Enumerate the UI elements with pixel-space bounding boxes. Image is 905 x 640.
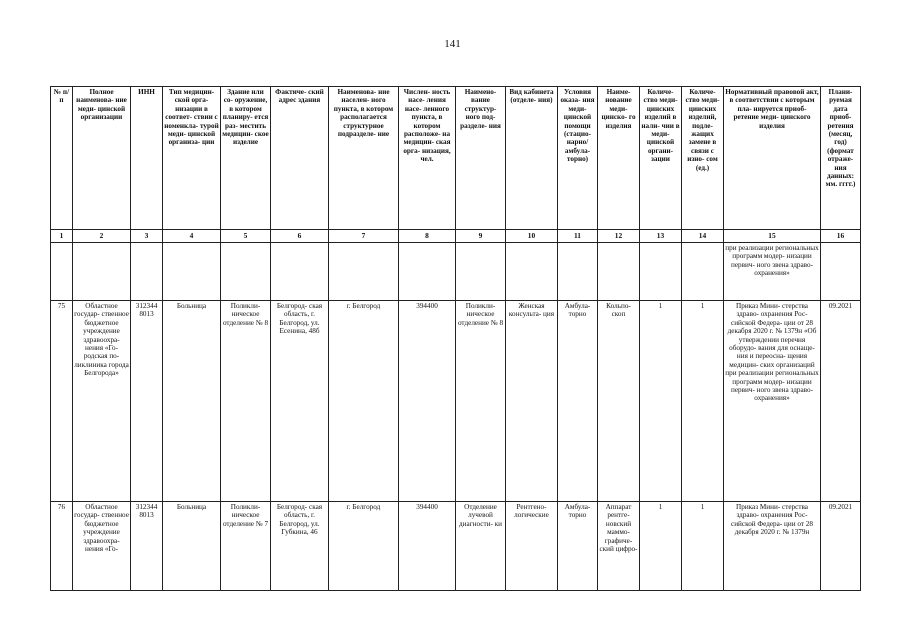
inn-cell: 312344 8013	[131, 301, 163, 502]
legal-act-cell: Приказ Мини- стерства здраво- охранения Рос- сийской Федера- ции от 28 декабря 2020 г. № 1379н	[724, 502, 821, 591]
column-number: 14	[682, 230, 724, 243]
empty-cell	[73, 243, 131, 301]
org-name-cell: Областное государ- ственное бюджетное учреждение здравоохра- нения «Го-	[73, 502, 131, 591]
header-qty-available: Количе- ство меди- цинских изделий в нали- чии в меди- цинской органи- зации	[640, 87, 682, 230]
column-number: 15	[724, 230, 821, 243]
header-org-name: Полное наименова- ние меди- цинской организации	[73, 87, 131, 230]
date-cell: 09.2021	[821, 301, 861, 502]
empty-cell	[682, 243, 724, 301]
column-number: 11	[558, 230, 598, 243]
column-number-row	[51, 230, 861, 243]
cabinet-cell: Рентгено- логические	[506, 502, 558, 591]
org-type-cell: Больница	[163, 301, 221, 502]
population-cell: 394400	[399, 301, 456, 502]
row-number: 75	[51, 301, 73, 502]
device-cell: Аппарат рентге- новский маммо- графиче- ский цифро-	[598, 502, 640, 591]
cabinet-cell: Женская консульта- ция	[506, 301, 558, 502]
empty-cell	[558, 243, 598, 301]
column-number: 6	[271, 230, 329, 243]
column-number: 13	[640, 230, 682, 243]
empty-cell	[598, 243, 640, 301]
empty-cell	[51, 243, 73, 301]
column-number: 12	[598, 230, 640, 243]
qty-available-cell: 1	[640, 502, 682, 591]
column-number: 7	[329, 230, 399, 243]
population-cell: 394400	[399, 502, 456, 591]
empty-cell	[506, 243, 558, 301]
building-cell: Поликли- ническое отделение № 7	[221, 502, 271, 591]
column-number: 16	[821, 230, 861, 243]
header-building: Здание или со- оружение, в котором планиру- ется раз- местить медицин- ское изделие	[221, 87, 271, 230]
column-number: 4	[163, 230, 221, 243]
qty-replace-cell: 1	[682, 502, 724, 591]
row-number: 76	[51, 502, 73, 591]
header-device: Наиме- нование меди- цинско- го изделия	[598, 87, 640, 230]
empty-cell	[329, 243, 399, 301]
empty-cell	[163, 243, 221, 301]
empty-cell	[640, 243, 682, 301]
header-row	[51, 87, 861, 230]
column-number: 2	[73, 230, 131, 243]
table-row	[51, 301, 861, 502]
header-address: Фактиче- ский адрес здания	[271, 87, 329, 230]
empty-cell	[271, 243, 329, 301]
device-cell: Кольпо- скоп	[598, 301, 640, 502]
legal-act-cell: Приказ Мини- стерства здраво- охранения Рос- сийской Федера- ции от 28 декабря 2020 г. № 1379н «Об утверждении перечня оборудо- вания для оснаще- ния и переосна- щения медицин- ских организаций при реализации региональных программ модер- низации первич- ного звена здраво- охранения»	[724, 301, 821, 502]
header-legal-act: Нормативный правовой акт, в соответствии с которым пла- нируется приоб- ретение меди- цинского изделия	[724, 87, 821, 230]
column-number: 9	[456, 230, 506, 243]
empty-cell	[221, 243, 271, 301]
empty-cell	[821, 243, 861, 301]
header-org-type: Тип медицин- ской орга- низации в соответ- ствии с номенкла- турой меди- цинской организа- ции	[163, 87, 221, 230]
inn-cell: 312344 8013	[131, 502, 163, 591]
header-conditions: Условия оказа- ния меди- цинской помощи (стацио- нарно/ амбула- торно)	[558, 87, 598, 230]
column-number: 10	[506, 230, 558, 243]
equipment-table	[50, 86, 861, 591]
empty-cell	[131, 243, 163, 301]
settlement-cell: г. Белгород	[329, 502, 399, 591]
column-number: 8	[399, 230, 456, 243]
empty-cell	[456, 243, 506, 301]
empty-cell	[399, 243, 456, 301]
header-inn: ИНН	[131, 87, 163, 230]
address-cell: Белгород- ская область, г. Белгород, ул. Губкина, 46	[271, 502, 329, 591]
settlement-cell: г. Белгород	[329, 301, 399, 502]
qty-available-cell: 1	[640, 301, 682, 502]
org-name-cell: Областное государ- ственное бюджетное учреждение здравоохра- нения «Го- родская по- ликлиника города Белгорода»	[73, 301, 131, 502]
date-cell: 09.2021	[821, 502, 861, 591]
qty-replace-cell: 1	[682, 301, 724, 502]
conditions-cell: Амбула- торно	[558, 301, 598, 502]
header-cabinet: Вид кабинета (отделе- ния)	[506, 87, 558, 230]
header-date: Плани- руемая дата приоб- ретения (месяц, год) (формат отраже- ния данных: мм. гггг.)	[821, 87, 861, 230]
building-cell: Поликли- ническое отделение № 8	[221, 301, 271, 502]
header-qty-replace: Количе- ство меди- цинских изделий, подле- жащих замене в связи с изно- сом (ед.)	[682, 87, 724, 230]
continuation-row	[51, 243, 861, 301]
column-number: 3	[131, 230, 163, 243]
division-cell: Поликли- ническое отделение № 8	[456, 301, 506, 502]
address-cell: Белгород- ская область, г. Белгород, ул. Есенина, 48б	[271, 301, 329, 502]
org-type-cell: Больница	[163, 502, 221, 591]
header-population: Числен- ность насе- ления насе- ленного пункта, в котором расположе- на медицин- ская орга- низация, чел.	[399, 87, 456, 230]
page-number: 141	[444, 38, 461, 50]
header-settlement: Наименова- ние населен- ного пункта, в котором располагается структурное подразделе- ние	[329, 87, 399, 230]
column-number: 5	[221, 230, 271, 243]
column-number: 1	[51, 230, 73, 243]
header-num: № п/п	[51, 87, 73, 230]
conditions-cell: Амбула- торно	[558, 502, 598, 591]
division-cell: Отделение лучевой диагности- ки	[456, 502, 506, 591]
table-row	[51, 502, 861, 591]
legal-act-continuation: при реализации региональных программ модер- низации первич- ного звена здраво- охранения»	[724, 243, 821, 301]
header-division: Наимено- вание структур- ного под- разделе- ния	[456, 87, 506, 230]
